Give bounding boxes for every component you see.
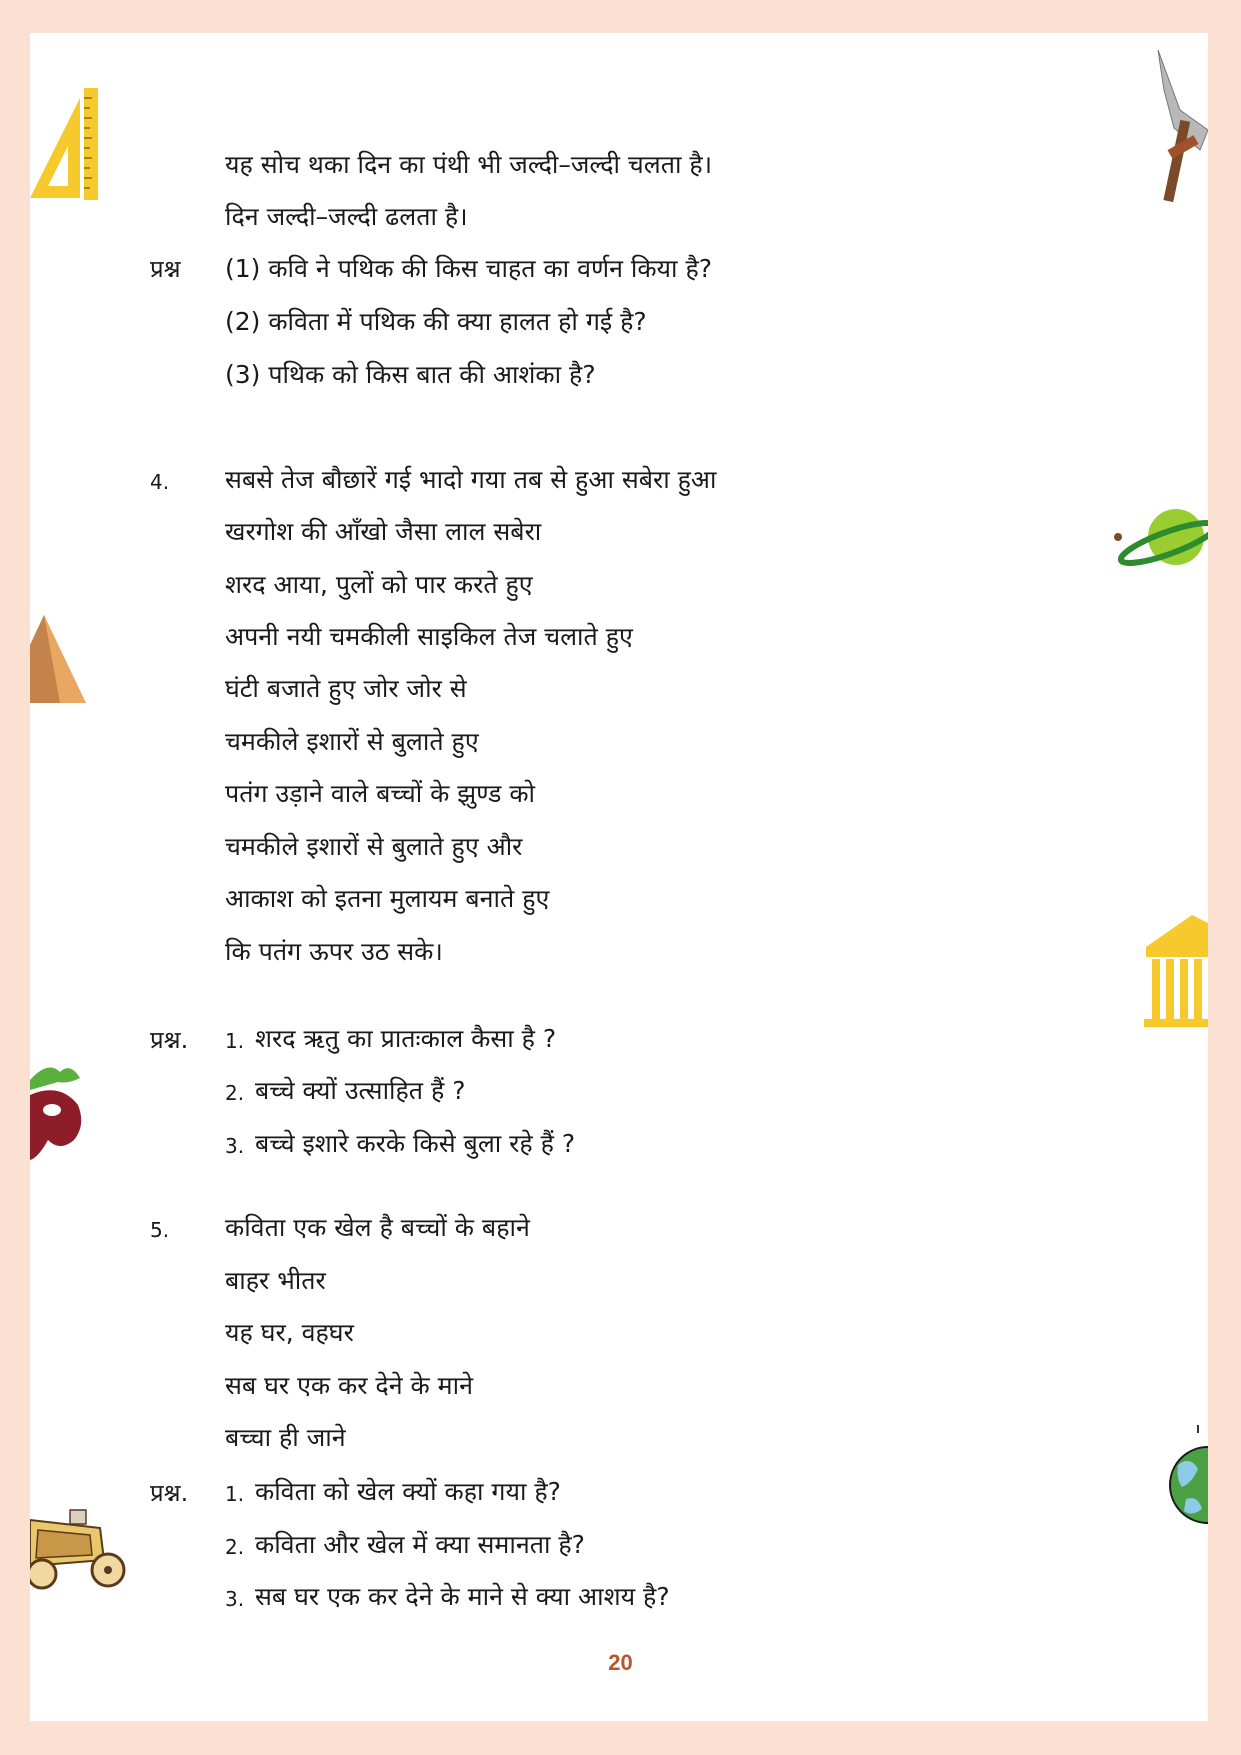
pillar-building-icon [1142,915,1208,1027]
poem-line: सब घर एक कर देने के माने [225,1371,473,1400]
question-item: बच्चे क्यों उत्साहित हैं ? [255,1076,466,1105]
poem-line: सबसे तेज बौछारें गई भादो गया तब से हुआ सबेरा हुआ [225,465,717,494]
question-number: 1. [225,1482,245,1506]
question-number: 2. [225,1081,245,1105]
poem-line: दिन जल्दी–जल्दी ढलता है। [225,202,468,231]
question-item: कविता को खेल क्यों कहा गया है? [255,1477,561,1506]
section-number: 4. [150,470,170,494]
poem-line: यह सोच थका दिन का पंथी भी जल्दी–जल्दी चलता है। [225,150,713,179]
question-item: (3) पथिक को किस बात की आशंका है? [225,360,596,389]
poem-line: कि पतंग ऊपर उठ सके। [225,937,443,966]
question-number: 3. [225,1587,245,1611]
spear-icon [1150,50,1208,202]
poem-line: यह घर, वहघर [225,1318,354,1347]
question-number: 2. [225,1535,245,1559]
poem-line: चमकीले इशारों से बुलाते हुए और [225,832,523,861]
poem-line: शरद आया, पुलों को पार करते हुए [225,570,533,599]
poem-line: कविता एक खेल है बच्चों के बहाने [225,1213,530,1242]
question-label: प्रश्न [150,255,181,283]
poem-line: बाहर भीतर [225,1266,326,1295]
ruler-triangle-icon [30,88,102,203]
question-label: प्रश्न. [150,1479,189,1507]
cart-icon [30,1500,126,1592]
poem-line: चमकीले इशारों से बुलाते हुए [225,727,479,756]
question-number: 1. [225,1029,245,1053]
poem-line: घंटी बजाते हुए जोर जोर से [225,674,467,703]
question-number: 3. [225,1134,245,1158]
page-number: 20 [608,1650,633,1675]
poem-line: खरगोश की आँखो जैसा लाल सबेरा [225,517,542,546]
question-item: सब घर एक कर देने के माने से क्या आशय है? [255,1582,670,1611]
poem-line: पतंग उड़ाने वाले बच्चों के झुण्ड को [225,779,536,808]
poem-line: अपनी नयी चमकीली साइकिल तेज चलाते हुए [225,622,633,651]
question-item: कविता और खेल में क्या समानता है? [255,1530,585,1559]
question-item: (1) कवि ने पथिक की किस चाहत का वर्णन किया है? [225,254,713,283]
question-item: बच्चे इशारे करके किसे बुला रहे हैं ? [255,1129,576,1158]
section-number: 5. [150,1218,170,1242]
question-item: (2) कविता में पथिक की क्या हालत हो गई है? [225,307,647,336]
globe-icon [1168,1425,1208,1525]
question-label: प्रश्न. [150,1026,189,1054]
poem-line: आकाश को इतना मुलायम बनाते हुए [225,884,550,913]
pyramid-icon [30,615,86,705]
question-item: शरद ऋतु का प्रातःकाल कैसा है ? [255,1024,557,1053]
poem-line: बच्चा ही जाने [225,1423,346,1452]
page-sheet [30,33,1208,1721]
apple-icon [30,1060,86,1165]
planet-icon [1110,505,1208,571]
